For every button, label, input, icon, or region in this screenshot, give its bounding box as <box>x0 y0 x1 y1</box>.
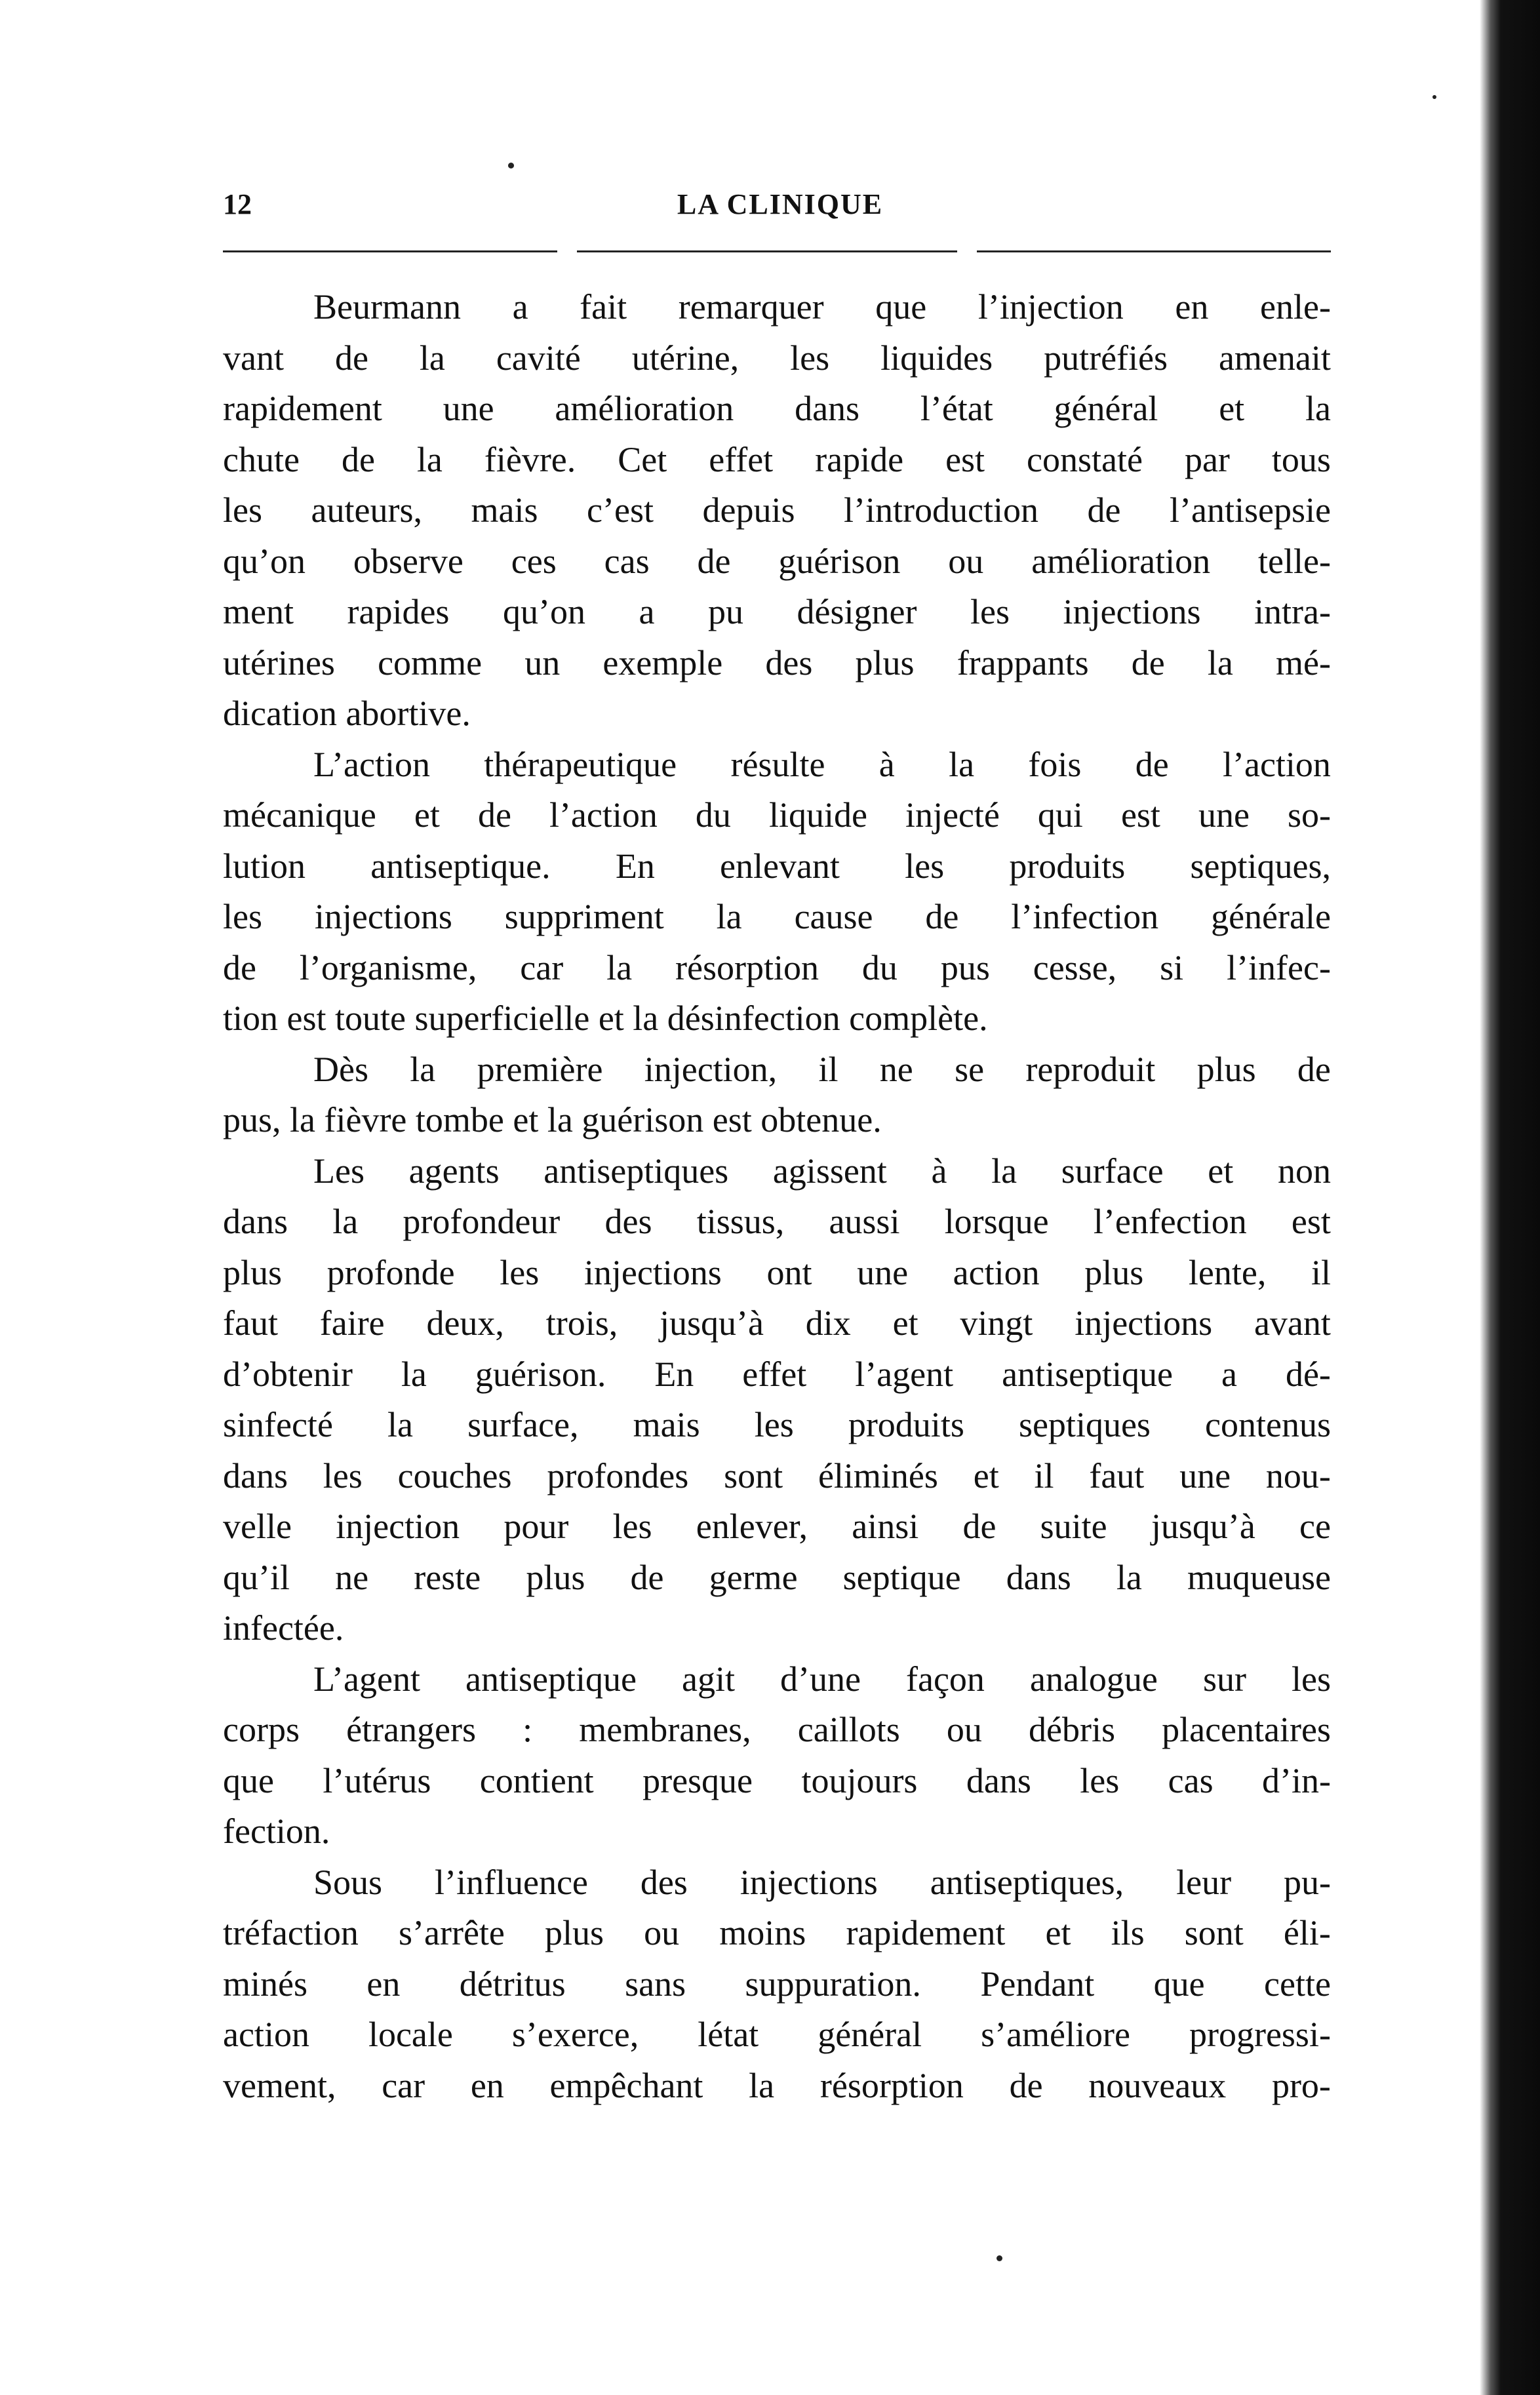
text-line: ment rapides qu’on a pu désigner les injections intra- <box>223 592 1331 631</box>
text-line: faut faire deux, trois, jusqu’à dix et vingt injections avant <box>223 1303 1331 1343</box>
header-rule-right <box>977 250 1331 252</box>
text-line: que l’utérus contient presque toujours dans les cas d’in- <box>223 1760 1331 1800</box>
text-line: Dès la première injection, il ne se reproduit plus de <box>313 1049 1331 1089</box>
text-line: corps étrangers : membranes, caillots ou débris placentaires <box>223 1710 1331 1749</box>
text-line: lution antiseptique. En enlevant les produits septiques, <box>223 846 1331 886</box>
ink-speck <box>508 163 514 168</box>
body-text <box>223 282 1331 2111</box>
text-line: infectée. <box>223 1608 344 1648</box>
text-line: tréfaction s’arrête plus ou moins rapidement et ils sont éli- <box>223 1913 1331 1952</box>
text-line: action locale s’exerce, létat général s’améliore progressi- <box>223 2015 1331 2054</box>
text-line: utérines comme un exemple des plus frappants de la mé- <box>223 643 1331 683</box>
ink-speck <box>997 2255 1002 2261</box>
text-line: rapidement une amélioration dans l’état général et la <box>223 389 1331 428</box>
text-line: qu’on observe ces cas de guérison ou amélioration telle- <box>223 541 1331 581</box>
page-number: 12 <box>223 188 252 220</box>
text-line: Sous l’influence des injections antiseptiques, leur pu- <box>313 1862 1331 1902</box>
text-line: dans la profondeur des tissus, aussi lorsque l’enfection est <box>223 1202 1331 1241</box>
text-line: L’action thérapeutique résulte à la fois de l’action <box>313 744 1331 784</box>
text-line: de l’organisme, car la résorption du pus cesse, si l’infec- <box>223 947 1331 987</box>
text-line: vant de la cavité utérine, les liquides putréfiés amenait <box>223 338 1331 378</box>
text-line: tion est toute superficielle et la désinfection complète. <box>223 999 988 1038</box>
text-line: chute de la fièvre. Cet effet rapide est constaté par tous <box>223 439 1331 479</box>
text-line: d’obtenir la guérison. En effet l’agent antiseptique a dé- <box>223 1354 1331 1394</box>
text-line: qu’il ne reste plus de germe septique dans la muqueuse <box>223 1557 1331 1597</box>
text-line: mécanique et de l’action du liquide injecté qui est une so- <box>223 795 1331 835</box>
binding-edge-shadow <box>1480 0 1540 2395</box>
text-line: dication abortive. <box>223 694 471 733</box>
text-line: pus, la fièvre tombe et la guérison est obtenue. <box>223 1100 882 1139</box>
running-head <box>223 188 1337 227</box>
text-line: dans les couches profondes sont éliminés et il faut une nou- <box>223 1455 1331 1495</box>
text-line: sinfecté la surface, mais les produits septiques contenus <box>223 1405 1331 1444</box>
text-line: Les agents antiseptiques agissent à la surface et non <box>313 1151 1331 1191</box>
text-line: velle injection pour les enlever, ainsi de suite jusqu’à ce <box>223 1507 1331 1546</box>
header-rule-left <box>223 250 557 252</box>
text-line: Beurmann a fait remarquer que l’injection en enle- <box>313 287 1331 327</box>
header-rule-center <box>577 250 957 252</box>
text-line: les injections suppriment la cause de l’infection générale <box>223 897 1331 936</box>
text-line: les auteurs, mais c’est depuis l’introduction de l’antisepsie <box>223 490 1331 530</box>
text-line: L’agent antiseptique agit d’une façon analogue sur les <box>313 1659 1331 1699</box>
ink-speck <box>1432 95 1436 99</box>
text-line: plus profonde les injections ont une action plus lente, il <box>223 1252 1331 1292</box>
text-line: vement, car en empêchant la résorption de nouveaux pro- <box>223 2065 1331 2105</box>
running-title: LA CLINIQUE <box>677 188 884 220</box>
text-line: minés en détritus sans suppuration. Pendant que cette <box>223 1964 1331 2004</box>
text-line: fection. <box>223 1811 330 1851</box>
